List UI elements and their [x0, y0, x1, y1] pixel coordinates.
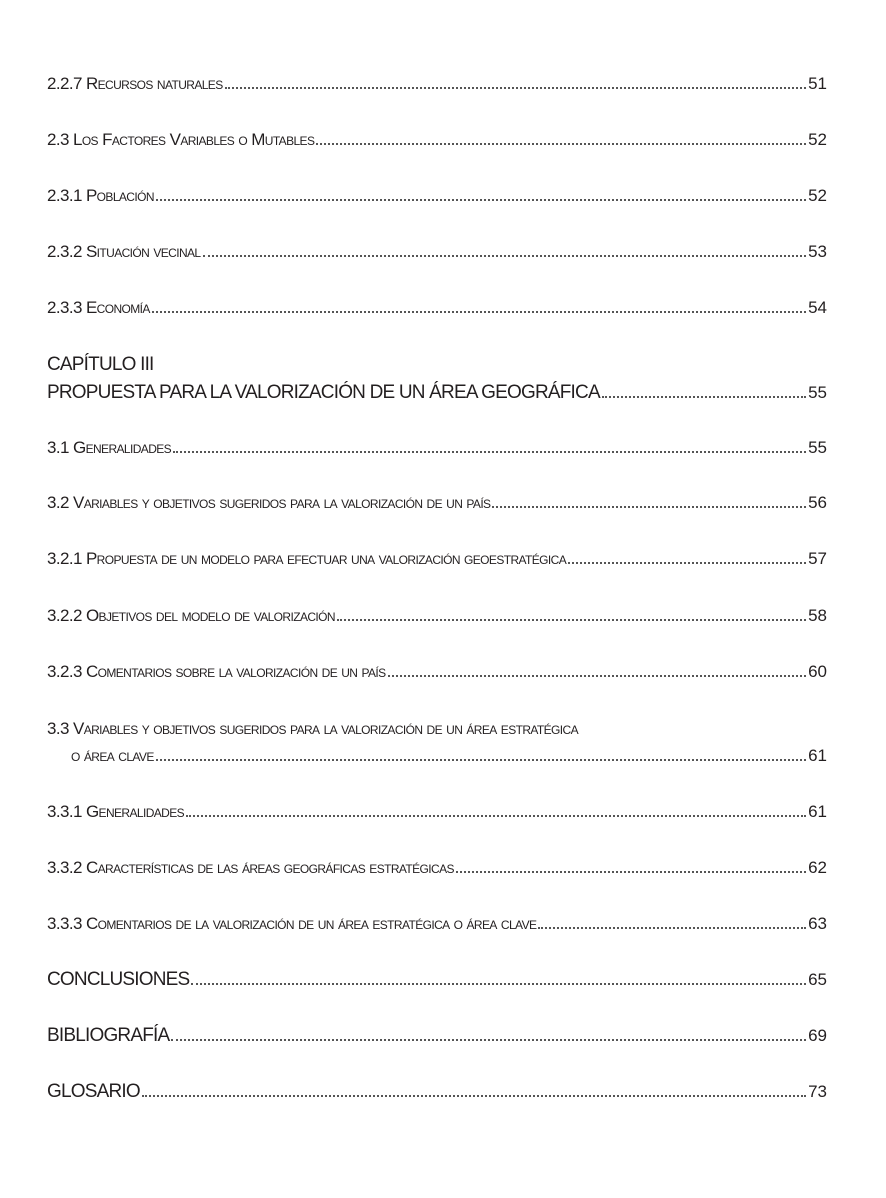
toc-entry-3-2-3[interactable] [47, 662, 827, 682]
toc-entry-glosario[interactable] [47, 1081, 827, 1103]
page-number: 51 [808, 74, 827, 93]
dot-leader [156, 198, 806, 201]
toc-entry-label: 3.2.3 Comentarios sobre la valorización de un país [47, 662, 386, 681]
page-number: 56 [808, 493, 827, 512]
page-number: 55 [808, 383, 827, 402]
toc-entry-label: 3.2.1 Propuesta de un modelo para efectuar una valorización geoestratégica [47, 549, 567, 568]
page-number: 62 [808, 858, 827, 877]
toc-entry-label: 3.2.2 Objetivos del modelo de valorización [47, 606, 335, 625]
dot-leader [456, 870, 806, 873]
toc-entry-label: 2.3.3 Economía [47, 298, 150, 317]
toc-entry-label-continued: o área clave [71, 746, 154, 765]
toc-entry-3-1[interactable] [47, 438, 827, 458]
toc-entry-label: 3.3.2 Características de las áreas geográficas estratégicas [47, 858, 454, 877]
dot-leader [186, 814, 806, 817]
dot-leader [156, 758, 806, 761]
page-number: 54 [808, 298, 827, 317]
dot-leader [142, 1094, 806, 1097]
toc-entry-chapter-3[interactable] [47, 382, 827, 404]
dot-leader [602, 395, 806, 398]
dot-leader [191, 982, 806, 985]
toc-entry-label: 2.2.7 Recursos naturales [47, 74, 223, 93]
toc-entry-3-2-2[interactable] [47, 606, 827, 626]
page-number: 63 [808, 914, 827, 933]
toc-entry-2-3-2[interactable] [47, 242, 827, 262]
toc-entry-label: 3.3.3 Comentarios de la valorización de un área estratégica o área clave [47, 914, 537, 933]
toc-entry-2-3[interactable] [47, 130, 827, 150]
toc-entry-2-3-1[interactable] [47, 186, 827, 206]
page-number: 60 [808, 662, 827, 681]
dot-leader [171, 1038, 806, 1041]
dot-leader [225, 86, 806, 89]
page-number: 55 [808, 438, 827, 457]
toc-entry-label: 3.3.1 Generalidades [47, 802, 185, 821]
toc-entry-label: CONCLUSIONES [47, 969, 190, 990]
dot-leader [316, 142, 806, 145]
toc-entry-3-3-1[interactable] [47, 802, 827, 822]
toc-entry-3-2-1[interactable] [47, 549, 827, 569]
toc-entry-2-3-3[interactable] [47, 298, 827, 318]
page-number: 69 [808, 1026, 827, 1045]
dot-leader [337, 618, 806, 621]
dot-leader [152, 310, 806, 313]
toc-entry-3-3-line1[interactable] [47, 719, 827, 739]
toc-entry-label: 3.3 Variables y objetivos sugeridos para la valorización de un área estratégica [47, 719, 578, 738]
page-number: 73 [808, 1082, 827, 1101]
dot-leader [173, 450, 806, 453]
toc-entry-label: BIBLIOGRAFÍA [47, 1025, 170, 1046]
toc-entry-3-3-2[interactable] [47, 858, 827, 878]
toc-entry-label: 2.3.1 Población [47, 186, 154, 205]
page-number: 52 [808, 130, 827, 149]
toc-entry-3-3-line2[interactable] [47, 746, 827, 766]
page-number: 65 [808, 970, 827, 989]
page-number: 61 [808, 802, 827, 821]
page-number: 57 [808, 549, 827, 568]
dot-leader [492, 505, 806, 508]
toc-entry-3-2[interactable] [47, 493, 827, 513]
chapter-title: PROPUESTA PARA LA VALORIZACIÓN DE UN ÁREA GEOGRÁFICA [47, 382, 600, 403]
chapter-label: CAPÍTULO III [47, 354, 154, 375]
toc-entry-label: GLOSARIO [47, 1081, 140, 1102]
toc-entry-conclusiones[interactable] [47, 969, 827, 991]
toc-entry-3-3-3[interactable] [47, 914, 827, 934]
page-number: 58 [808, 606, 827, 625]
toc-entry-label: 3.1 Generalidades [47, 438, 172, 457]
dot-leader [388, 674, 807, 677]
toc-entry-2-2-7[interactable] [47, 74, 827, 94]
dot-leader [538, 926, 806, 929]
toc-entry-label: 3.2 Variables y objetivos sugeridos para la valorización de un país [47, 493, 491, 512]
page-number: 53 [808, 242, 827, 261]
dot-leader [568, 561, 806, 564]
toc-entry-label: 2.3.2 Situación vecinal [47, 242, 201, 261]
page-number: 61 [808, 746, 827, 765]
toc-entry-bibliografia[interactable] [47, 1025, 827, 1047]
dot-leader [203, 254, 807, 257]
toc-entry-label: 2.3 Los Factores Variables o Mutables [47, 130, 315, 149]
page-number: 52 [808, 186, 827, 205]
